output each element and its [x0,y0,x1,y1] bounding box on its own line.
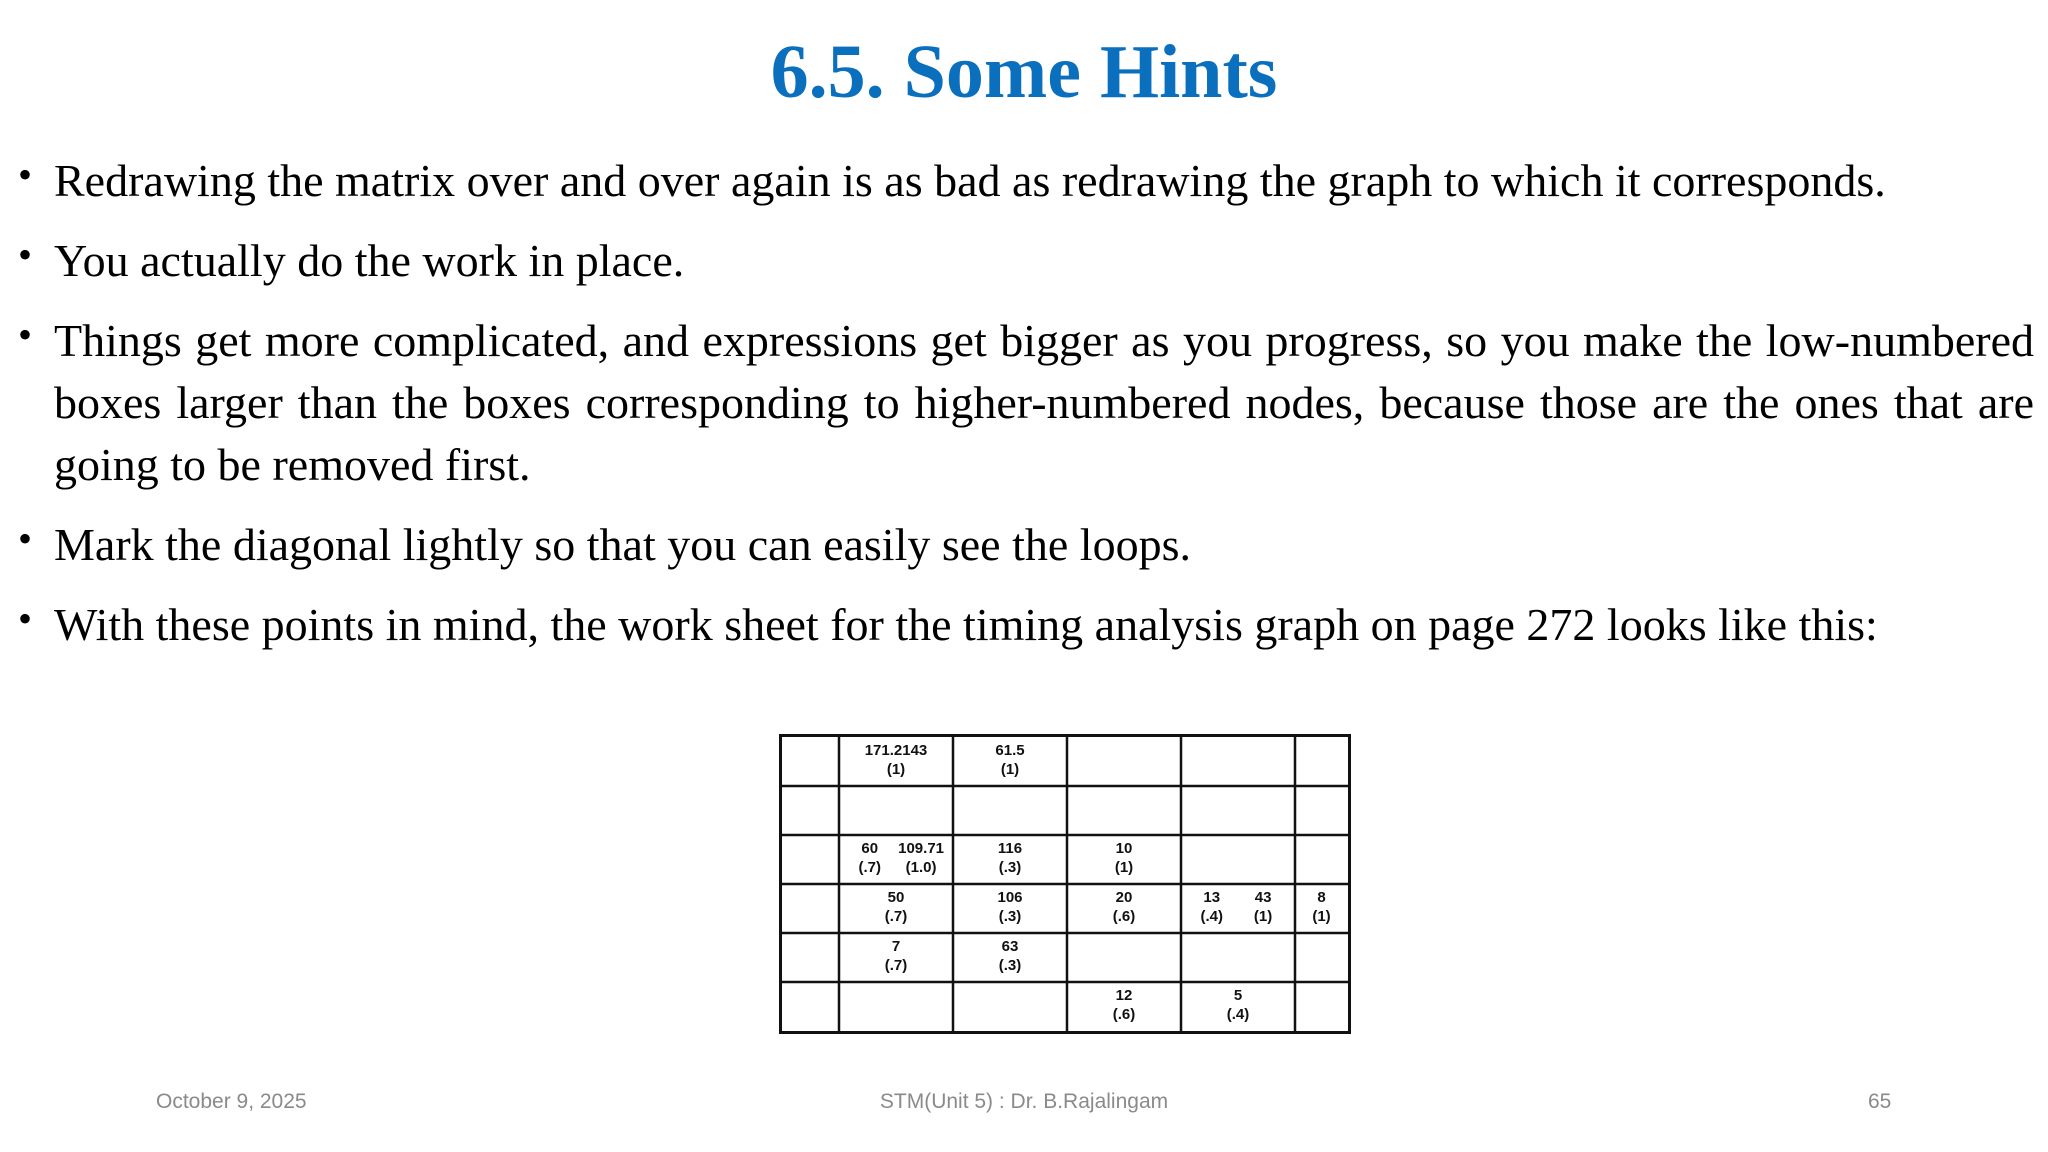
bullet-text: Things get more complicated, and expressions get bigger as you progress, so you make the low-numbered boxes larger than the boxes corresponding to higher-numbered nodes, because those are the ones that are going to be removed first. [54,315,2034,490]
bullet-item [18,514,2034,576]
bullet-dot-icon: • [18,596,33,641]
cell-value: 20 [1115,889,1133,906]
cell-weight: (.6) [1112,908,1136,925]
cell-value: 43 [1254,889,1272,906]
cell-weight: (.7) [858,859,882,876]
cell-weight: (1) [1253,908,1273,925]
cell-value: 60 [861,840,879,857]
bullet-item [18,150,2034,212]
bullet-item [18,594,2034,656]
cell-value: 61.5 [995,742,1025,759]
cell-weight: (1.0) [905,859,937,876]
cell-weight: (.4) [1226,1006,1250,1023]
cell-weight: (.7) [884,957,908,974]
bullet-text: Redrawing the matrix over and over again is as bad as redrawing the graph to which it corresponds. [54,155,1886,206]
bullet-text: With these points in mind, the work sheet for the timing analysis graph on page 272 looks like this: [54,599,1878,650]
cell-value: 13 [1203,889,1221,906]
bullet-dot-icon: • [18,516,33,561]
cell-weight: (.3) [998,908,1022,925]
page-number: 65 [1868,1090,1892,1113]
cell-weight: (1) [1000,761,1020,778]
bullet-text: Mark the diagonal lightly so that you can easily see the loops. [54,519,1191,570]
bullet-dot-icon: • [18,152,33,197]
cell-value: 50 [887,889,905,906]
bullet-text: You actually do the work in place. [54,235,685,286]
cell-weight: (.3) [998,859,1022,876]
footer-date: October 9, 2025 [156,1090,307,1113]
cell-value: 116 [997,840,1023,857]
bullet-dot-icon: • [18,232,33,277]
cell-value: 8 [1317,889,1326,906]
cell-weight: (.6) [1112,1006,1136,1023]
cell-value: 63 [1001,938,1019,955]
bullet-list [18,150,2034,656]
cell-value: 10 [1115,840,1133,857]
cell-value: 7 [891,938,901,955]
cell-value: 109.71 [898,840,945,857]
matrix-worksheet-figure [779,734,1351,1034]
cell-weight: (.7) [884,908,908,925]
cell-value: 5 [1233,987,1243,1004]
footer-title: STM(Unit 5) : Dr. B.Rajalingam [879,1090,1169,1113]
cell-value: 12 [1115,987,1133,1004]
bullet-item [18,310,2034,496]
slide-title: 6.5. Some Hints [770,30,1278,114]
cell-weight: (.3) [998,957,1022,974]
bullet-item [18,230,2034,292]
cell-weight: (1) [886,761,906,778]
cell-weight: (.4) [1200,908,1224,925]
cell-weight: (1) [1114,859,1134,876]
cell-weight: (1) [1312,908,1331,925]
cell-value: 106 [997,889,1023,906]
bullet-dot-icon: • [18,312,33,357]
cell-value: 171.2143 [864,742,928,759]
matrix-grid [782,737,1348,1031]
